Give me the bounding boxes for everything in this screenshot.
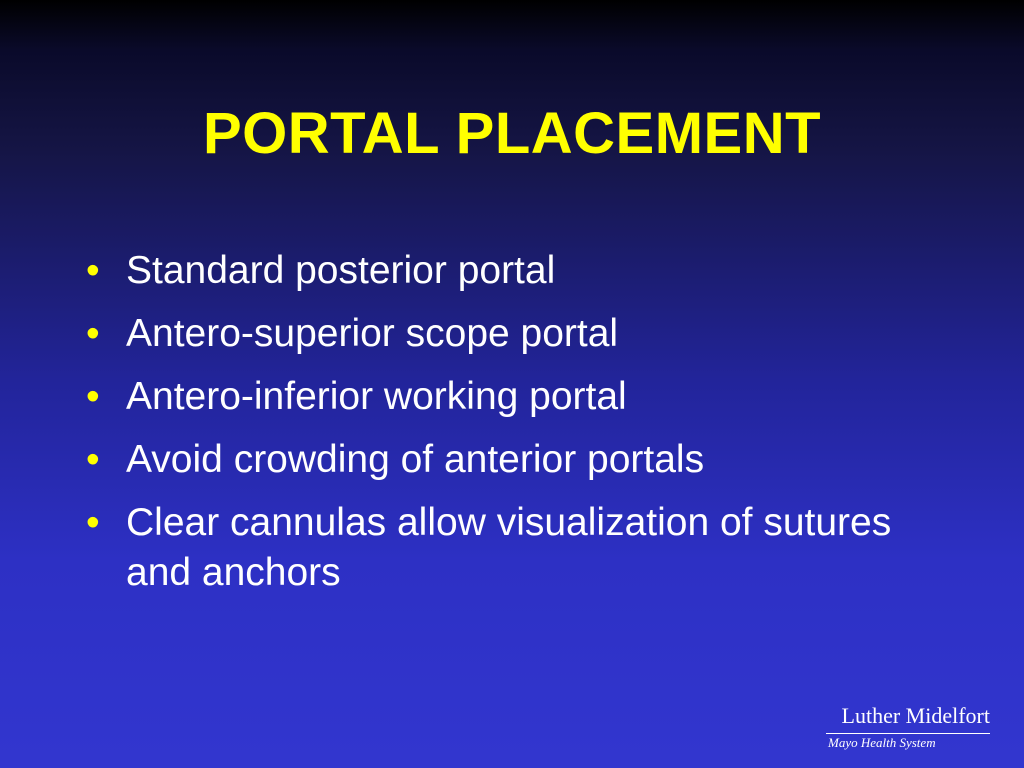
bullet-item	[86, 372, 946, 422]
bullet-icon: •	[86, 249, 100, 292]
logo-name: Luther Midelfort	[826, 703, 990, 734]
bullet-text: Standard posterior portal	[126, 249, 556, 292]
bullet-text: Antero-inferior working portal	[126, 375, 627, 418]
bullet-item	[86, 246, 946, 296]
bullet-icon: •	[86, 375, 100, 418]
bullet-icon: •	[86, 438, 100, 481]
bullet-item	[86, 309, 946, 359]
logo-subtitle: Mayo Health System	[828, 735, 936, 750]
bullet-item	[86, 435, 946, 485]
organization-logo	[826, 703, 990, 752]
bullet-list	[86, 246, 946, 611]
bullet-icon: •	[86, 501, 100, 544]
bullet-icon: •	[86, 312, 100, 355]
bullet-item	[86, 498, 946, 598]
bullet-text: Avoid crowding of anterior portals	[126, 438, 705, 481]
slide-title: PORTAL PLACEMENT	[202, 101, 822, 166]
bullet-text: Antero-superior scope portal	[126, 312, 619, 355]
bullet-text: Clear cannulas allow visualization of sutures and anchors	[126, 501, 892, 594]
